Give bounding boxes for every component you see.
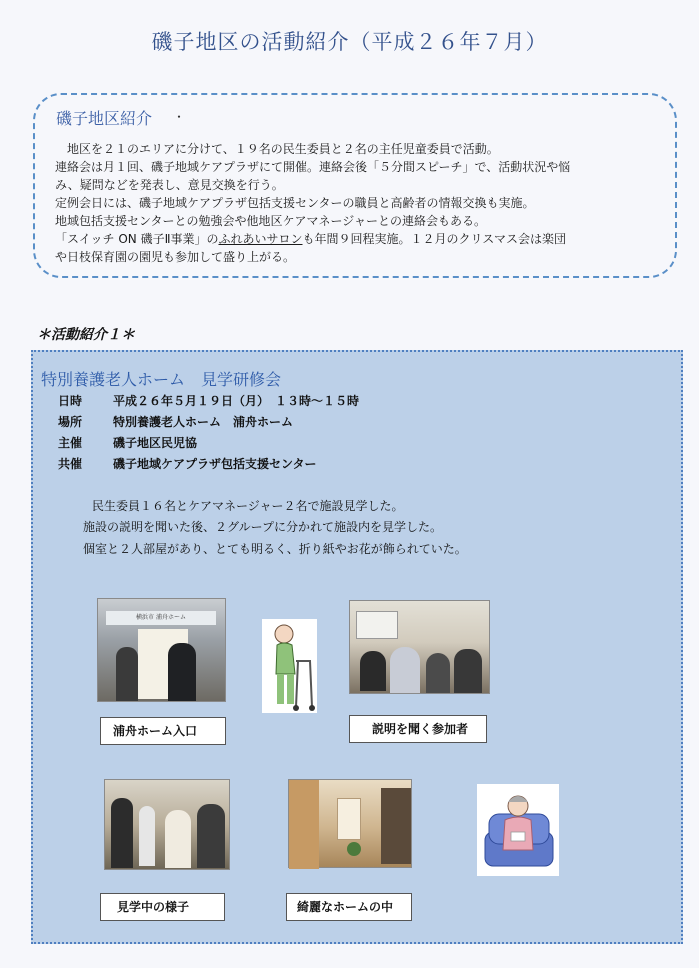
info-label-date: 日時 (58, 394, 83, 408)
walker-illustration (262, 619, 317, 713)
info-value-date: 平成２６年５月１９日（月） １３時～１５時 (113, 394, 360, 408)
intro-line6-c: も年間９回程実施。１２月のクリスマス会は楽団 (302, 232, 567, 246)
hallway-photo (288, 779, 412, 868)
person-silhouette (165, 810, 191, 868)
entrance-photo (97, 598, 226, 702)
intro-line: 連絡会は月１回、磯子地域ケアプラザにて開催。連絡会後「５分間スピーチ」で、活動状況や悩 (55, 160, 571, 174)
info-value-place: 特別養護老人ホーム 浦舟ホーム (113, 415, 294, 429)
intro-heading-mark: ・ (173, 110, 186, 124)
info-label-organizer: 主催 (58, 436, 83, 450)
person-silhouette (454, 649, 482, 693)
person-silhouette (390, 647, 420, 693)
caption-tour: 見学中の様子 (100, 893, 225, 921)
person-silhouette (139, 806, 155, 866)
wall-panel (289, 780, 319, 869)
intro-line6-a: 「スイッチ ON 磯子Ⅱ事業」の (55, 232, 219, 246)
intro-heading: 磯子地区紹介 (56, 109, 153, 128)
intro-line: や日枝保育園の園児も参加して盛り上がる。 (55, 250, 296, 264)
intro-line (55, 230, 665, 248)
person-silhouette (360, 651, 386, 691)
activity-title: 特別養護老人ホーム 見学研修会 (41, 370, 282, 389)
tour-photo (104, 779, 230, 870)
description-line: 個室と２人部屋があり、とても明るく、折り紙やお花が飾られていた。 (83, 542, 467, 556)
whiteboard (356, 611, 398, 639)
fureai-salon-text: ふれあいサロン (218, 232, 303, 246)
plant (347, 842, 361, 856)
person-silhouette (111, 798, 133, 868)
intro-line: 地区を２１のエリアに分けて、１９名の民生委員と２名の主任児童委員で活動。 (55, 142, 499, 156)
description-line: 民生委員１６名とケアマネージャー２名で施設見学した。 (92, 499, 404, 513)
seated-woman-illustration (477, 784, 559, 876)
caption-participants: 説明を聞く参加者 (349, 715, 487, 743)
page-title: 磯子地区の活動紹介（平成２６年７月） (151, 30, 548, 54)
intro-line: 定例会日には、磯子地域ケアプラザ包括支援センターの職員と高齢者の情報交換も実施。 (55, 196, 535, 210)
intro-line: 地域包括支援センターとの勉強会や他地区ケアマネージャーとの連絡会もある。 (55, 214, 487, 228)
corridor-end (337, 798, 361, 840)
activity-label: ＊活動紹介１＊ (37, 327, 135, 343)
door-panel (381, 788, 411, 864)
person-silhouette (426, 653, 450, 693)
info-label-cosponsor: 共催 (58, 457, 83, 471)
caption-hallway: 綺麗なホームの中 (286, 893, 412, 921)
person-silhouette (168, 643, 196, 701)
info-label-place: 場所 (58, 415, 83, 429)
participants-photo (349, 600, 490, 694)
intro-text (55, 140, 665, 266)
caption-entrance: 浦舟ホーム入口 (100, 717, 226, 745)
description-line: 施設の説明を聞いた後、２グループに分かれて施設内を見学した。 (83, 520, 443, 534)
info-value-organizer: 磯子地区民児協 (113, 436, 198, 450)
person-silhouette (197, 804, 225, 868)
photo-sign: 横浜市 浦舟ホーム (106, 611, 216, 625)
person-silhouette (116, 647, 138, 701)
intro-line: み、疑問などを発表し、意見交換を行う。 (55, 178, 284, 192)
info-value-cosponsor: 磯子地域ケアプラザ包括支援センター (113, 457, 317, 471)
elderly-walker-icon (262, 619, 317, 713)
elderly-woman-icon (477, 784, 559, 876)
